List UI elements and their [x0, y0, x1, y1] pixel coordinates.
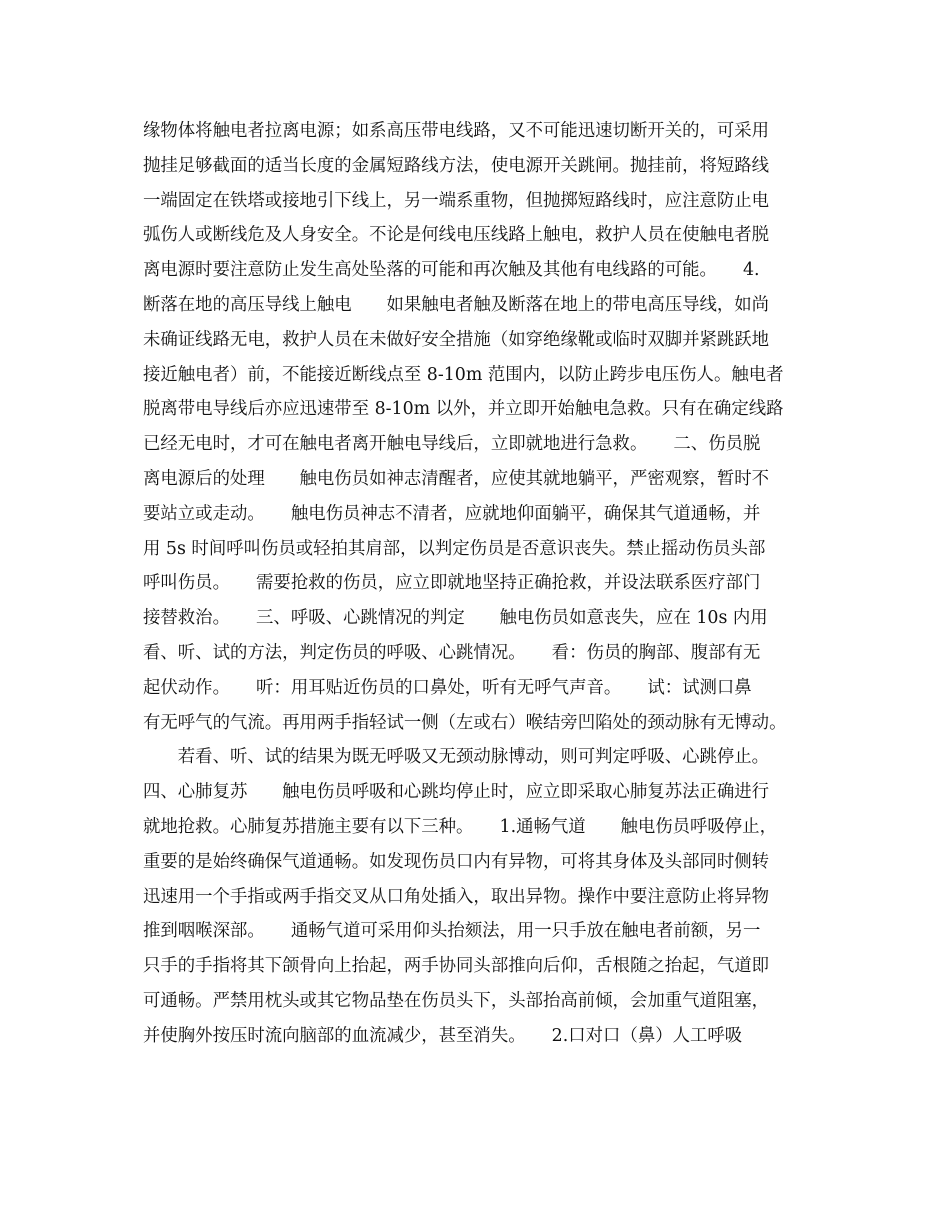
text-line: 离电源后的处理 触电伤员如神志清醒者，应使其就地躺平，严密观察，暂时不 [143, 468, 770, 489]
text-line: 只手的手指将其下颌骨向上抬起，两手协同头部推向后仰，舌根随之抬起，气道即 [143, 956, 770, 977]
text-line: 接近触电者）前，不能接近断线点至 8-10m 范围内，以防止跨步电压伤人。触电者 [143, 364, 784, 385]
text-line: 可通畅。严禁用枕头或其它物品垫在伤员头下，头部抬高前倾，会加重气道阻塞， [143, 990, 770, 1011]
text-line: 有无呼气的气流。再用两手指轻试一侧（左或右）喉结旁凹陷处的颈动脉有无博动。 [143, 712, 787, 733]
text-line: 若看、听、试的结果为既无呼吸又无颈动脉博动，则可判定呼吸、心跳停止。 [143, 747, 770, 768]
text-line: 推到咽喉深部。 通畅气道可采用仰头抬颏法，用一只手放在触电者前额，另一 [143, 921, 761, 942]
text-line: 已经无电时，才可在触电者离开触电导线后，立即就地进行急救。 二、伤员脱 [143, 434, 761, 455]
text-line: 迅速用一个手指或两手指交叉从口角处插入，取出异物。操作中要注意防止将异物 [143, 886, 770, 907]
text-line: 并使胸外按压时流向脑部的血流减少，甚至消失。 2.口对口（鼻）人工呼吸 [143, 1025, 743, 1046]
body-text [143, 114, 811, 1054]
text-line: 起伏动作。 听：用耳贴近伤员的口鼻处，听有无呼气声音。 试：试测口鼻 [143, 677, 752, 698]
text-line: 四、心肺复苏 触电伤员呼吸和心跳均停止时，应立即采取心肺复苏法正确进行 [143, 782, 770, 803]
text-line: 重要的是始终确保气道通畅。如发现伤员口内有异物，可将其身体及头部同时侧转 [143, 851, 770, 872]
text-line: 缘物体将触电者拉离电源；如系高压带电线路，又不可能迅速切断开关的，可采用 [143, 121, 770, 141]
text-line: 离电源时要注意防止发生高处坠落的可能和再次触及其他有电线路的可能。 4. [143, 260, 760, 281]
text-line: 未确证线路无电，救护人员在未做好安全措施（如穿绝缘靴或临时双脚并紧跳跃地 [143, 329, 770, 350]
text-line: 弧伤人或断线危及人身安全。不论是何线电压线路上触电，救护人员在使触电者脱 [143, 225, 770, 246]
text-line: 接替救治。 三、呼吸、心跳情况的判定 触电伤员如意丧失，应在 10s 内用 [143, 608, 768, 629]
text-line: 一端固定在铁塔或接地引下线上，另一端系重物，但抛掷短路线时，应注意防止电 [143, 190, 770, 211]
text-line: 就地抢救。心肺复苏措施主要有以下三种。 1.通畅气道 触电伤员呼吸停止， [143, 816, 777, 837]
text-line: 脱离带电导线后亦应迅速带至 8-10m 以外，并立即开始触电急救。只有在确定线路 [143, 399, 784, 420]
text-line: 看、听、试的方法，判定伤员的呼吸、心跳情况。 看：伤员的胸部、腹部有无 [143, 642, 761, 663]
text-line: 要站立或走动。 触电伤员神志不清者，应就地仰面躺平，确保其气道通畅，并 [143, 503, 761, 524]
text-line: 呼叫伤员。 需要抢救的伤员，应立即就地坚持正确抢救，并设法联系医疗部门 [143, 573, 761, 594]
text-line: 用 5s 时间呼叫伤员或轻拍其肩部，以判定伤员是否意识丧失。禁止摇动伤员头部 [143, 538, 766, 559]
text-line: 断落在地的高压导线上触电 如果触电者触及断落在地上的带电高压导线，如尚 [143, 294, 770, 315]
text-line: 抛挂足够截面的适当长度的金属短路线方法，使电源开关跳闸。抛挂前，将短路线 [143, 155, 770, 176]
